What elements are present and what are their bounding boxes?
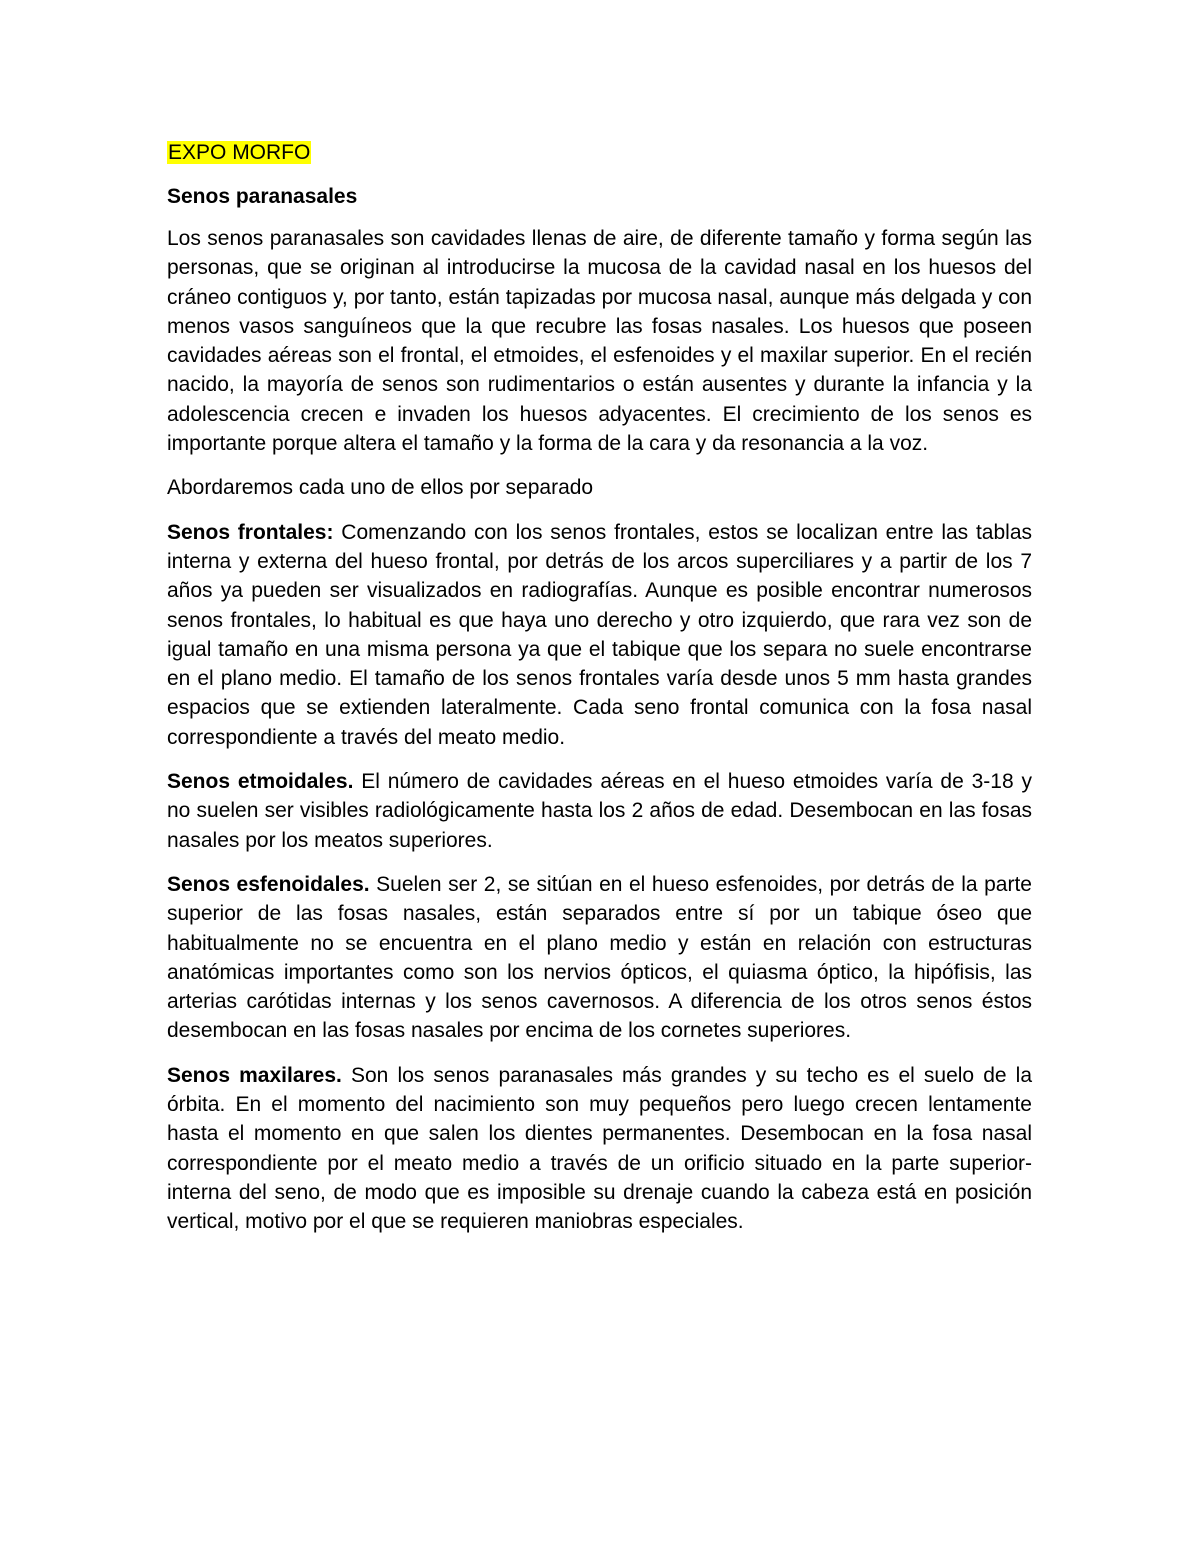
paragraph-text: Suelen ser 2, se sitúan en el hueso esfenoides, por detrás de la parte superior de las fosas nasales, están separados entre sí por un tabique óseo que habitualmente no se encuentra en el plano medio y están en relación con estructuras anatómicas importantes como son los nervios ópticos, el quiasma óptico, la hipófisis, las arterias carótidas internas y los senos cavernosos. A diferencia de los otros senos éstos desembocan en las fosas nasales por encima de los cornetes superiores.	[167, 872, 1032, 1043]
paragraph-lead: Senos frontales:	[167, 520, 334, 544]
paragraph-senos-maxilares	[167, 1061, 1032, 1237]
paragraph-text: Son los senos paranasales más grandes y su techo es el suelo de la órbita. En el momento del nacimiento son muy pequeños pero luego crecen lentamente hasta el momento en que salen los dientes permanentes. Desembocan en la fosa nasal correspondiente por el meato medio a través de un orificio situado en la parte superior-interna del seno, de modo que es imposible su drenaje cuando la cabeza está en posición vertical, motivo por el que se requieren maniobras especiales.	[167, 1063, 1032, 1234]
highlighted-title: EXPO MORFO	[168, 141, 311, 164]
paragraph-senos-frontales	[167, 518, 1032, 752]
paragraph-lead: Senos maxilares.	[167, 1063, 342, 1087]
transition-paragraph: Abordaremos cada uno de ellos por separado	[167, 476, 594, 500]
intro-paragraph: Los senos paranasales son cavidades llenas de aire, de diferente tamaño y forma según las personas, que se originan al introducirse la mucosa de la cavidad nasal en los huesos del cráneo contiguos y, por tanto, están tapizadas por mucosa nasal, aunque más delgada y con menos vasos sanguíneos que la que recubre las fosas nasales. Los huesos que poseen cavidades aéreas son el frontal, el etmoides, el esfenoides y el maxilar superior. En el recién nacido, la mayoría de senos son rudimentarios o están ausentes y durante la infancia y la adolescencia crecen e invaden los huesos adyacentes. El crecimiento de los senos es importante porque altera el tamaño y la forma de la cara y da resonancia a la voz.	[167, 227, 1032, 456]
document-page	[167, 138, 1032, 1252]
section-heading: Senos paranasales	[167, 185, 358, 208]
paragraph-lead: Senos etmoidales.	[167, 770, 354, 794]
paragraph-text: El número de cavidades aéreas en el hueso etmoides varía de 3-18 y no suelen ser visibles radiológicamente hasta los 2 años de edad. Desembocan en las fosas nasales por los meatos superiores.	[167, 770, 1032, 852]
paragraph-senos-esfenoidales	[167, 870, 1032, 1046]
paragraph-text: Comenzando con los senos frontales, estos se localizan entre las tablas interna y externa del hueso frontal, por detrás de los arcos superciliares y a partir de los 7 años ya pueden ser visualizados en radiografías. Aunque es posible encontrar numerosos senos frontales, lo habitual es que haya uno derecho y otro izquierdo, que rara vez son de igual tamaño en una misma persona ya que el tabique que los separa no suele encontrarse en el plano medio. El tamaño de los senos frontales varía desde unos 5 mm hasta grandes espacios que se extienden lateralmente. Cada seno frontal comunica con la fosa nasal correspondiente a través del meato medio.	[167, 520, 1033, 749]
paragraph-senos-etmoidales	[167, 767, 1032, 855]
document-title	[167, 138, 1032, 167]
paragraph-lead: Senos esfenoidales.	[167, 872, 370, 896]
